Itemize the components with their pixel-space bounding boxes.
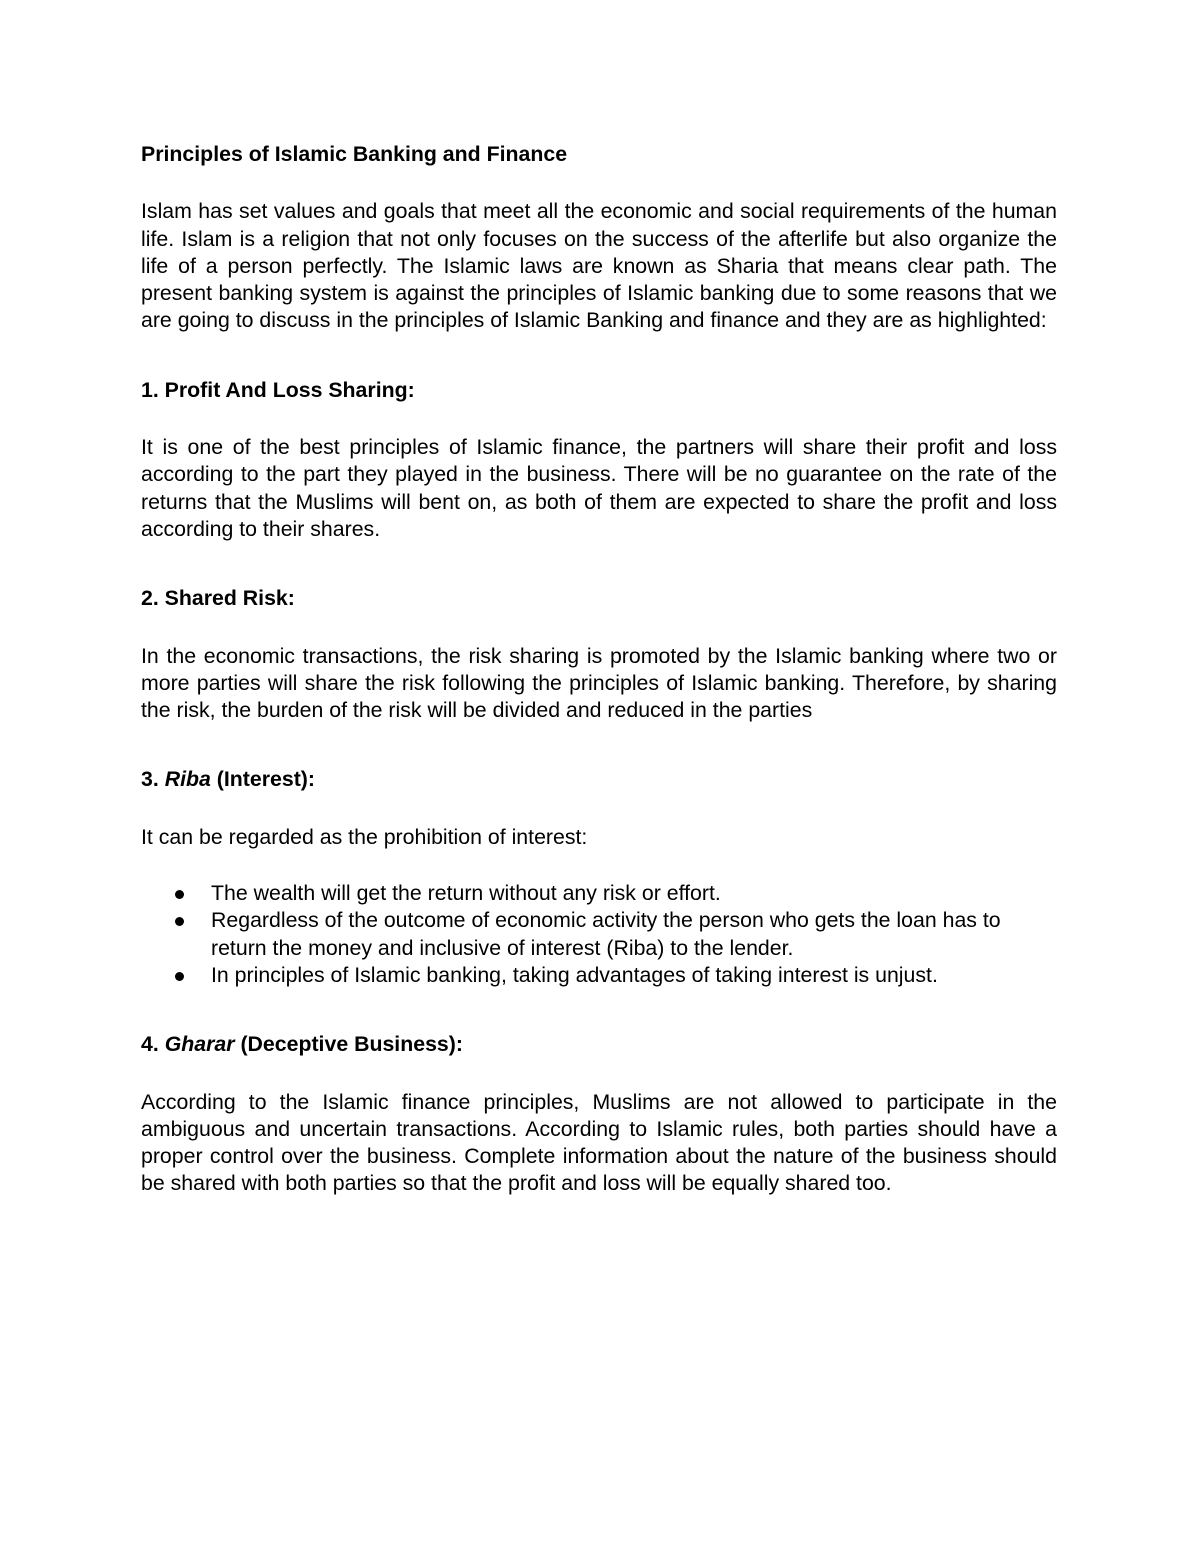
heading-rest: (Interest): xyxy=(210,767,315,792)
section-lead-riba: It can be regarded as the prohibition of interest: xyxy=(141,824,588,849)
bullet-item xyxy=(141,962,1057,989)
heading-rest: (Deceptive Business): xyxy=(234,1032,463,1057)
document-title: Principles of Islamic Banking and Finance xyxy=(141,142,568,166)
section-heading-riba xyxy=(141,766,1057,793)
bullet-text: In principles of Islamic banking, taking advantages of taking interest is unjust. xyxy=(211,962,938,987)
heading-term-gharar: Gharar xyxy=(164,1032,235,1057)
section-heading-shared-risk: 2. Shared Risk: xyxy=(141,586,295,611)
bullet-item xyxy=(141,907,1057,962)
riba-bullet-list xyxy=(141,880,1057,989)
intro-paragraph: Islam has set values and goals that meet all the economic and social requirements of the human life. Islam is a religion that not only focuses on the success of the afterlife but also organize the life of a person perfectly. The Islamic laws are known as Sharia that means clear path. The present banking system is against the principles of Islamic banking due to some reasons that we are going to discuss in the principles of Islamic Banking and finance and they are as highlighted: xyxy=(141,199,1057,333)
bullet-dot-icon xyxy=(175,972,184,981)
section-body-shared-risk: In the economic transactions, the risk sharing is promoted by the Islamic banking where two or more parties will share the risk following the principles of Islamic banking. Therefore, by sharing the risk, the burden of the risk will be divided and reduced in the parties xyxy=(141,643,1057,723)
section-heading-profit-loss-sharing: 1. Profit And Loss Sharing: xyxy=(141,377,415,402)
heading-number: 4. xyxy=(141,1032,165,1057)
bullet-text: Regardless of the outcome of economic activity the person who gets the loan has to return the money and inclusive of interest (Riba) to the lender. xyxy=(211,908,1001,960)
heading-term-riba: Riba xyxy=(164,767,211,792)
bullet-text: The wealth will get the return without any risk or effort. xyxy=(211,881,721,906)
heading-number: 3. xyxy=(141,767,165,792)
section-body-gharar: According to the Islamic finance principles, Muslims are not allowed to participate in the ambiguous and uncertain transactions. According to Islamic rules, both parties should have a proper control over the business. Complete information about the nature of the business should be shared with both parties so that the profit and loss will be equally shared too. xyxy=(141,1089,1057,1196)
document-page xyxy=(141,141,1057,1198)
section-body-profit-loss-sharing: It is one of the best principles of Islamic finance, the partners will share their profit and loss according to the part they played in the business. There will be no guarantee on the rate of the returns that the Muslims will bent on, as both of them are expected to share the profit and loss according to their shares. xyxy=(141,435,1057,541)
bullet-dot-icon xyxy=(175,917,184,926)
section-heading-gharar xyxy=(141,1031,1057,1058)
bullet-item xyxy=(141,880,1057,907)
bullet-dot-icon xyxy=(175,890,184,899)
